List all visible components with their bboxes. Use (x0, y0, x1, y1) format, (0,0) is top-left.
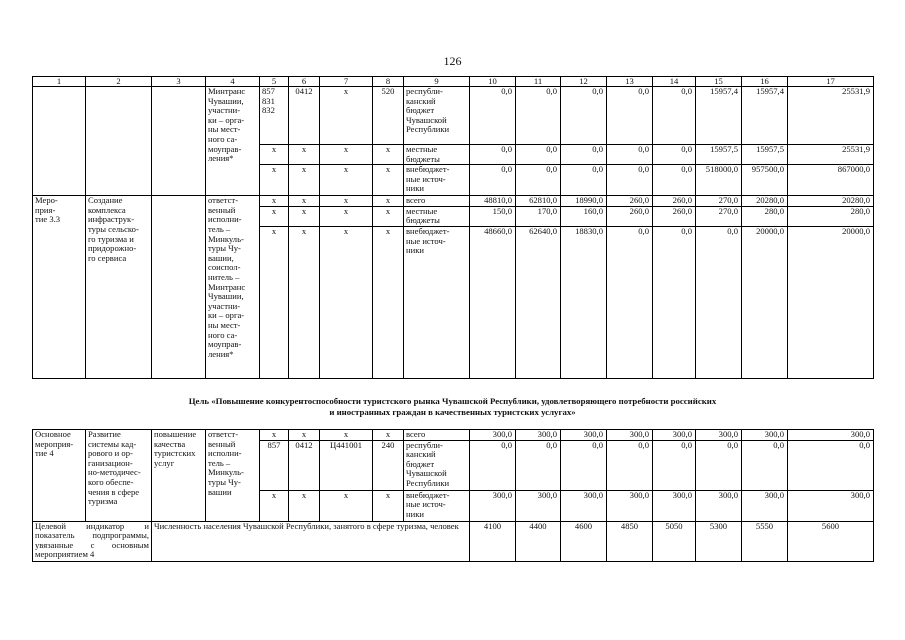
funding-source: всего (404, 196, 470, 207)
executor-cell: Минтранс Чувашии, участни- ки – орга- ны мест- ного са- моуправ- ления* (206, 87, 260, 196)
column-number: 13 (607, 77, 653, 87)
value-cell: 300,0 (742, 490, 788, 521)
result-cell (152, 87, 206, 196)
event-result-cell: повышение качества туристских услуг (152, 430, 206, 522)
value-cell: 260,0 (607, 196, 653, 207)
value-cell: 300,0 (696, 490, 742, 521)
value-cell: 15957,5 (696, 145, 742, 165)
value-cell: 300,0 (788, 430, 874, 441)
value-cell: 300,0 (516, 430, 561, 441)
executor-cell: ответст- венный исполни- тель – Минкуль- туры Чу- вашии (206, 430, 260, 522)
value-cell: 300,0 (742, 430, 788, 441)
value-cell: 300,0 (470, 430, 516, 441)
cs-code: x (320, 165, 373, 196)
table-row (33, 87, 874, 145)
event-name-cell: Создание комплекса инфраструк- туры сельско- го туризма и придорожно- го сервиса (86, 196, 152, 379)
cs-code: x (320, 490, 373, 521)
indicator-value: 5600 (788, 521, 874, 561)
vr-code: 240 (373, 440, 404, 490)
event-result-cell (152, 196, 206, 379)
value-cell: 0,0 (696, 440, 742, 490)
value-cell: 300,0 (561, 430, 607, 441)
rz-code: x (289, 196, 320, 207)
indicator-value: 5300 (696, 521, 742, 561)
value-cell: 0,0 (607, 226, 653, 378)
column-number: 17 (788, 77, 874, 87)
value-cell: 0,0 (561, 165, 607, 196)
value-cell: 300,0 (561, 490, 607, 521)
value-cell: 300,0 (516, 490, 561, 521)
vr-code: 520 (373, 87, 404, 145)
value-cell: 62640,0 (516, 226, 561, 378)
indicator-value: 4600 (561, 521, 607, 561)
column-number-row (33, 77, 874, 87)
rz-code: x (289, 490, 320, 521)
value-cell: 25531,9 (788, 87, 874, 145)
rz-code: x (289, 430, 320, 441)
grbs-code: x (260, 430, 289, 441)
value-cell: 300,0 (470, 490, 516, 521)
value-cell: 280,0 (742, 206, 788, 226)
value-cell: 300,0 (696, 430, 742, 441)
grbs-code: x (260, 196, 289, 207)
column-number: 16 (742, 77, 788, 87)
value-cell: 300,0 (653, 430, 696, 441)
event-name-cell: Развитие системы кад- рового и ор- ганизацион- но-методичес- кого обеспе- чения в сфере туризма (86, 430, 152, 522)
table-row (33, 430, 874, 441)
column-number: 8 (373, 77, 404, 87)
value-cell: 0,0 (470, 145, 516, 165)
grbs-code: 857 (260, 440, 289, 490)
column-number: 5 (260, 77, 289, 87)
grbs-code: x (260, 226, 289, 378)
value-cell: 0,0 (516, 440, 561, 490)
value-cell: 0,0 (607, 440, 653, 490)
cs-code: x (320, 145, 373, 165)
column-number: 7 (320, 77, 373, 87)
funding-source: внебюджет- ные источ- ники (404, 226, 470, 378)
value-cell: 518000,0 (696, 165, 742, 196)
cs-code: Ц441001 (320, 440, 373, 490)
value-cell: 20000,0 (742, 226, 788, 378)
value-cell: 20280,0 (788, 196, 874, 207)
grbs-code: x (260, 165, 289, 196)
value-cell: 300,0 (653, 490, 696, 521)
funding-source: республи- канский бюджет Чувашской Республики (404, 440, 470, 490)
value-cell: 280,0 (788, 206, 874, 226)
value-cell: 20280,0 (742, 196, 788, 207)
value-cell: 0,0 (470, 440, 516, 490)
column-number: 12 (561, 77, 607, 87)
value-cell: 0,0 (516, 87, 561, 145)
indicator-value: 4100 (470, 521, 516, 561)
value-cell: 15957,4 (696, 87, 742, 145)
column-number: 4 (206, 77, 260, 87)
indicator-row (33, 521, 874, 561)
indicator-value: 5050 (653, 521, 696, 561)
value-cell: 0,0 (561, 87, 607, 145)
value-cell: 0,0 (742, 440, 788, 490)
column-number: 11 (516, 77, 561, 87)
rz-code: x (289, 165, 320, 196)
value-cell: 270,0 (696, 196, 742, 207)
grbs-code: 857 831 832 (260, 87, 289, 145)
cs-code: x (320, 87, 373, 145)
value-cell: 867000,0 (788, 165, 874, 196)
value-cell: 0,0 (653, 165, 696, 196)
value-cell: 25531,9 (788, 145, 874, 165)
funding-source: местные бюджеты (404, 145, 470, 165)
indicator-label: Целевой индикатор и показатель подпрограммы, увязанные с основным мероприятием 4 (33, 521, 152, 561)
cs-code: x (320, 226, 373, 378)
vr-code: x (373, 145, 404, 165)
budget-table-lower (32, 429, 874, 562)
value-cell: 260,0 (653, 196, 696, 207)
value-cell: 15957,5 (742, 145, 788, 165)
funding-source: внебюджет- ные источ- ники (404, 490, 470, 521)
value-cell: 0,0 (516, 145, 561, 165)
status-cell (33, 87, 86, 196)
value-cell: 0,0 (607, 165, 653, 196)
column-number: 15 (696, 77, 742, 87)
column-number: 3 (152, 77, 206, 87)
indicator-value: 5550 (742, 521, 788, 561)
value-cell: 0,0 (788, 440, 874, 490)
value-cell: 0,0 (653, 440, 696, 490)
value-cell: 0,0 (470, 87, 516, 145)
rz-code: 0412 (289, 87, 320, 145)
name-cell (86, 87, 152, 196)
vr-code: x (373, 490, 404, 521)
value-cell: 0,0 (653, 87, 696, 145)
value-cell: 20000,0 (788, 226, 874, 378)
value-cell: 18830,0 (561, 226, 607, 378)
vr-code: x (373, 196, 404, 207)
indicator-value: 4400 (516, 521, 561, 561)
vr-code: x (373, 206, 404, 226)
goal-line-2: и иностранных граждан в качественных туристских услугах» (329, 406, 576, 417)
value-cell: 18990,0 (561, 196, 607, 207)
value-cell: 160,0 (561, 206, 607, 226)
rz-code: x (289, 206, 320, 226)
value-cell: 48660,0 (470, 226, 516, 378)
value-cell: 0,0 (561, 440, 607, 490)
column-number: 6 (289, 77, 320, 87)
column-number: 2 (86, 77, 152, 87)
value-cell: 300,0 (607, 490, 653, 521)
budget-table-upper (32, 76, 874, 379)
rz-code: 0412 (289, 440, 320, 490)
executor-cell: ответст- венный исполни- тель – Минкуль- туры Чу- вашии, соиспол- нитель – Минтранс Чувашии, участни- ки – орга- ны мест- ного са- моуправ- ления* (206, 196, 260, 379)
vr-code: x (373, 165, 404, 196)
value-cell: 62810,0 (516, 196, 561, 207)
event-status-cell: Меро- прия- тие 3.3 (33, 196, 86, 379)
value-cell: 0,0 (653, 145, 696, 165)
funding-source: внебюджет- ные источ- ники (404, 165, 470, 196)
funding-source: всего (404, 430, 470, 441)
value-cell: 300,0 (607, 430, 653, 441)
value-cell: 0,0 (607, 145, 653, 165)
value-cell: 0,0 (653, 226, 696, 378)
funding-source: местные бюджеты (404, 206, 470, 226)
value-cell: 170,0 (516, 206, 561, 226)
value-cell: 0,0 (696, 226, 742, 378)
value-cell: 957500,0 (742, 165, 788, 196)
column-number: 10 (470, 77, 516, 87)
value-cell: 260,0 (607, 206, 653, 226)
cs-code: x (320, 206, 373, 226)
value-cell: 0,0 (561, 145, 607, 165)
page-number: 126 (443, 54, 462, 68)
indicator-value: 4850 (607, 521, 653, 561)
goal-heading (32, 396, 873, 417)
value-cell: 15957,4 (742, 87, 788, 145)
rz-code: x (289, 226, 320, 378)
cs-code: x (320, 196, 373, 207)
goal-line-1: Цель «Повышение конкурентоспособности туристского рынка Чувашской Республики, удовлетворяющего потребности российских (188, 396, 717, 406)
column-number: 14 (653, 77, 696, 87)
indicator-text: Численность населения Чувашской Республики, занятого в сфере туризма, человек (152, 521, 470, 561)
value-cell: 0,0 (516, 165, 561, 196)
value-cell: 260,0 (653, 206, 696, 226)
vr-code: x (373, 226, 404, 378)
vr-code: x (373, 430, 404, 441)
table-row (33, 196, 874, 207)
grbs-code: x (260, 490, 289, 521)
grbs-code: x (260, 206, 289, 226)
value-cell: 0,0 (607, 87, 653, 145)
grbs-code: x (260, 145, 289, 165)
value-cell: 150,0 (470, 206, 516, 226)
column-number: 9 (404, 77, 470, 87)
funding-source: республи- канский бюджет Чувашской Республики (404, 87, 470, 145)
value-cell: 270,0 (696, 206, 742, 226)
event-status-cell: Основное мероприя- тие 4 (33, 430, 86, 522)
column-number: 1 (33, 77, 86, 87)
value-cell: 0,0 (470, 165, 516, 196)
value-cell: 48810,0 (470, 196, 516, 207)
value-cell: 300,0 (788, 490, 874, 521)
cs-code: x (320, 430, 373, 441)
rz-code: x (289, 145, 320, 165)
